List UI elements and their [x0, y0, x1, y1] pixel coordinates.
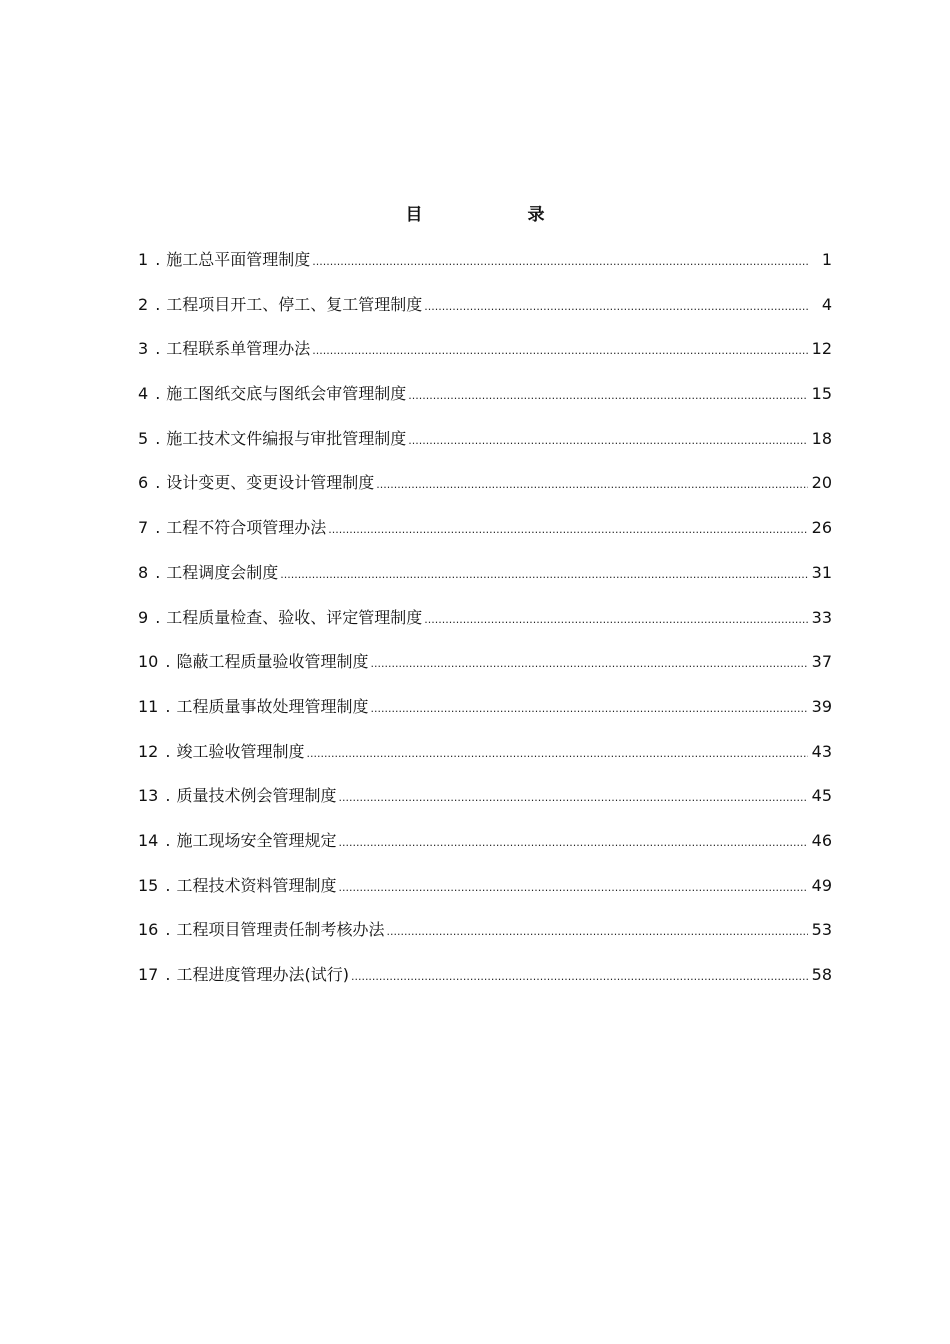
toc-entry[interactable] [138, 783, 832, 828]
toc-entry-separator: . [155, 607, 161, 627]
toc-dot-leader [280, 562, 808, 588]
toc-entry-page: 43 [811, 741, 832, 761]
toc-entry-page: 45 [811, 786, 832, 806]
toc-entry-number: 10 [138, 652, 159, 672]
toc-entry-number: 5 [138, 428, 149, 448]
toc-entry-title: 工程质量事故处理管理制度 [176, 696, 369, 716]
toc-entry-page: 1 [821, 250, 832, 269]
toc-dot-leader [328, 517, 808, 543]
toc-entry-page: 53 [811, 920, 832, 940]
toc-entry-number: 15 [138, 875, 159, 895]
toc-entry-title: 施工技术文件编报与审批管理制度 [166, 428, 407, 448]
toc-entry[interactable] [138, 426, 832, 471]
toc-dot-leader [312, 249, 808, 275]
toc-entry-number: 16 [138, 920, 159, 940]
toc-entry-page: 46 [811, 830, 832, 850]
toc-dot-leader [408, 428, 808, 454]
table-of-contents [138, 247, 832, 1007]
toc-entry[interactable] [138, 962, 832, 1007]
toc-entry-page: 39 [811, 696, 832, 716]
toc-entry[interactable] [138, 560, 832, 605]
toc-entry-page: 26 [811, 518, 832, 538]
toc-entry-page: 12 [811, 339, 832, 359]
toc-entry-number: 12 [138, 741, 159, 761]
toc-entry-separator: . [165, 920, 171, 940]
toc-entry-separator: . [165, 696, 171, 716]
toc-entry-page: 18 [811, 428, 832, 448]
toc-entry-separator: . [155, 562, 161, 582]
toc-entry-number: 1 [138, 250, 149, 269]
toc-entry[interactable] [138, 292, 832, 337]
toc-entry[interactable] [138, 649, 832, 694]
toc-entry-page: 49 [811, 875, 832, 895]
toc-entry-number: 14 [138, 830, 159, 850]
toc-dot-leader [338, 830, 808, 856]
toc-dot-leader [338, 875, 808, 901]
toc-entry-title: 设计变更、变更设计管理制度 [166, 473, 375, 493]
toc-entry-number: 8 [138, 562, 149, 582]
toc-entry-title: 隐蔽工程质量验收管理制度 [176, 652, 369, 672]
toc-entry-title: 工程联系单管理办法 [166, 339, 311, 359]
toc-entry-number: 6 [138, 473, 149, 493]
toc-dot-leader [424, 294, 808, 320]
toc-entry-separator: . [165, 875, 171, 895]
toc-entry[interactable] [138, 336, 832, 381]
toc-entry[interactable] [138, 247, 832, 292]
toc-title: 目 录 [405, 205, 589, 225]
toc-entry[interactable] [138, 828, 832, 873]
toc-entry[interactable] [138, 381, 832, 426]
toc-entry-page: 15 [811, 384, 832, 404]
toc-entry-title: 施工图纸交底与图纸会审管理制度 [166, 384, 407, 404]
toc-entry[interactable] [138, 739, 832, 784]
toc-entry-title: 施工现场安全管理规定 [176, 830, 337, 850]
toc-dot-leader [376, 472, 808, 498]
toc-entry-number: 17 [138, 965, 159, 984]
toc-entry-separator: . [165, 786, 171, 806]
toc-entry-title: 工程项目开工、停工、复工管理制度 [166, 294, 423, 314]
toc-entry-separator: . [155, 518, 161, 538]
toc-entry-separator: . [155, 428, 161, 448]
toc-dot-leader [370, 651, 808, 677]
toc-entry-number: 7 [138, 518, 149, 538]
toc-entry-separator: . [155, 339, 161, 359]
toc-dot-leader [370, 696, 808, 722]
toc-entry-title: 工程进度管理办法(试行) [176, 965, 349, 984]
toc-entry[interactable] [138, 605, 832, 650]
toc-entry-title: 工程不符合项管理办法 [166, 518, 327, 538]
toc-entry-separator: . [165, 965, 171, 984]
toc-entry-number: 11 [138, 696, 159, 716]
toc-dot-leader [386, 919, 808, 945]
toc-entry-separator: . [165, 652, 171, 672]
toc-entry-page: 4 [821, 294, 832, 314]
toc-entry-title: 工程技术资料管理制度 [176, 875, 337, 895]
toc-entry-page: 37 [811, 652, 832, 672]
toc-entry[interactable] [138, 873, 832, 918]
toc-entry-separator: . [165, 830, 171, 850]
toc-entry-number: 13 [138, 786, 159, 806]
toc-dot-leader [338, 785, 808, 811]
toc-entry-number: 9 [138, 607, 149, 627]
toc-dot-leader [351, 964, 808, 990]
toc-entry-title: 质量技术例会管理制度 [176, 786, 337, 806]
toc-dot-leader [306, 741, 808, 767]
toc-entry-title: 竣工验收管理制度 [176, 741, 305, 761]
toc-entry-separator: . [155, 294, 161, 314]
toc-entry-page: 58 [811, 965, 832, 984]
toc-dot-leader [312, 338, 808, 364]
toc-entry-title: 工程质量检查、验收、评定管理制度 [166, 607, 423, 627]
toc-entry-separator: . [155, 384, 161, 404]
toc-entry-separator: . [155, 250, 161, 269]
toc-entry[interactable] [138, 694, 832, 739]
toc-entry-page: 31 [811, 562, 832, 582]
toc-entry-number: 4 [138, 384, 149, 404]
toc-entry-separator: . [155, 473, 161, 493]
toc-dot-leader [424, 607, 808, 633]
toc-entry[interactable] [138, 917, 832, 962]
toc-entry-title: 工程项目管理责任制考核办法 [176, 920, 385, 940]
toc-entry[interactable] [138, 515, 832, 560]
toc-entry-separator: . [165, 741, 171, 761]
toc-entry-number: 3 [138, 339, 149, 359]
toc-entry-title: 施工总平面管理制度 [166, 250, 311, 269]
toc-entry-page: 20 [811, 473, 832, 493]
toc-entry[interactable] [138, 470, 832, 515]
toc-entry-page: 33 [811, 607, 832, 627]
toc-entry-title: 工程调度会制度 [166, 562, 279, 582]
toc-dot-leader [408, 383, 808, 409]
toc-entry-number: 2 [138, 294, 149, 314]
